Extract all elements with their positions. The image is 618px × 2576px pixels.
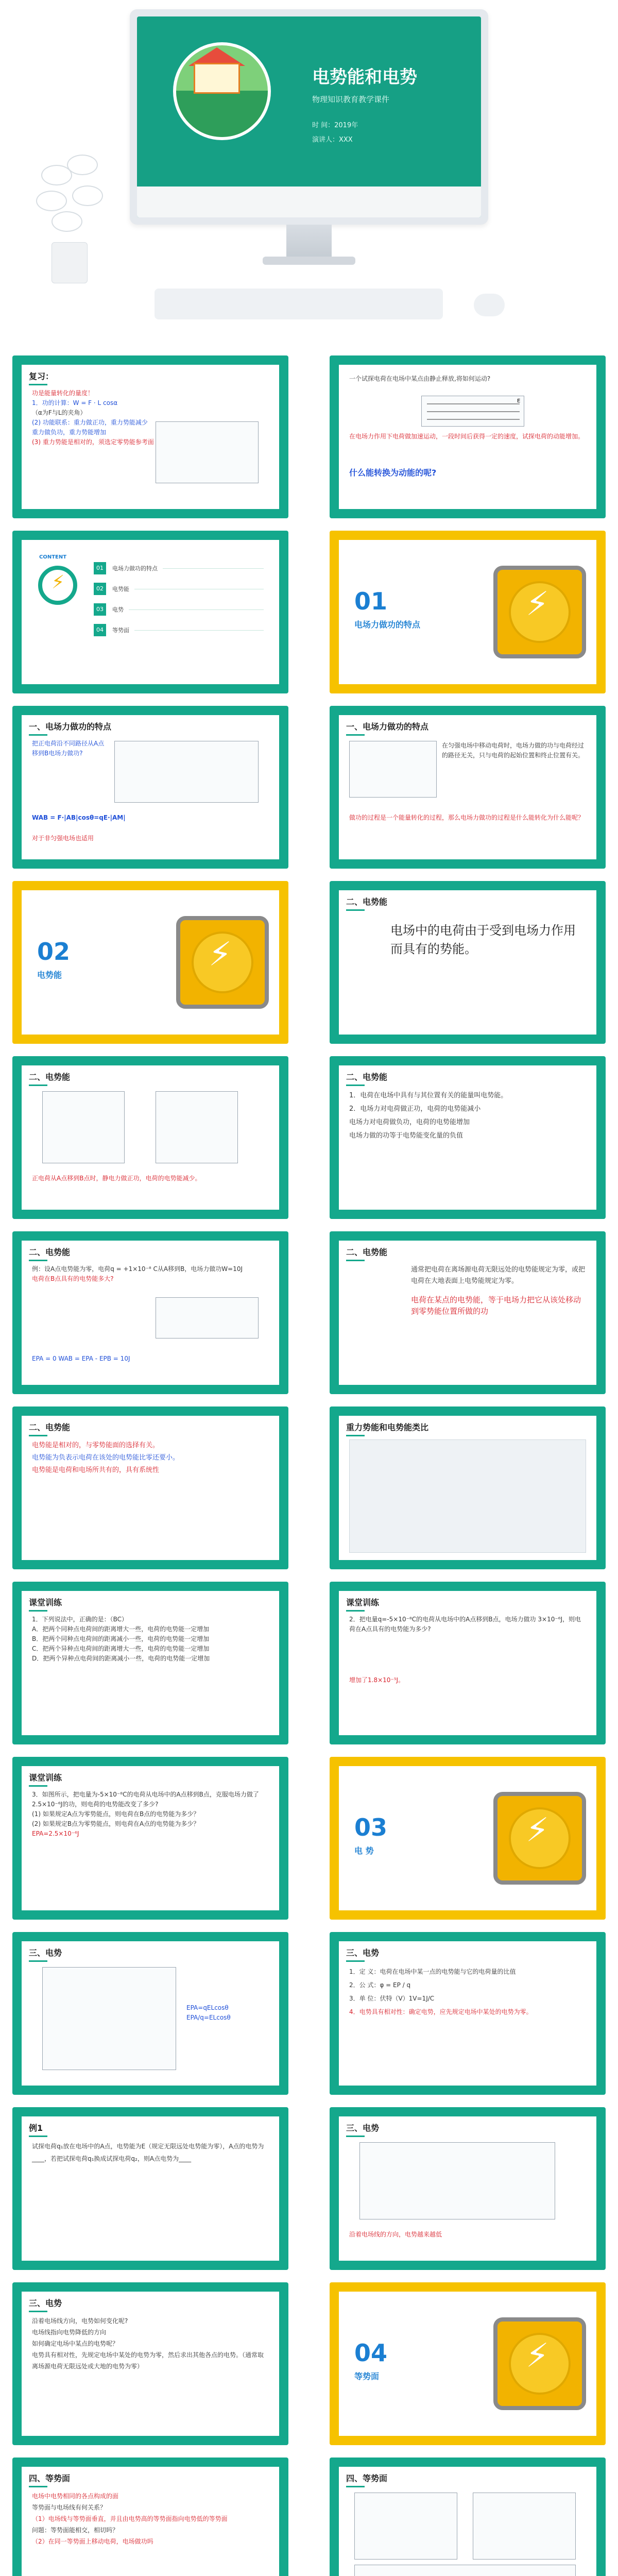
section-number: 04 xyxy=(354,2339,388,2367)
hero-section xyxy=(0,0,618,350)
text-line: 3．单 位：伏特（V）1V=1J/C xyxy=(349,1995,435,2002)
section-label: 电 势 xyxy=(354,1846,374,1856)
text-line: (2) 功能联系：重力做正功，重力势能减少 xyxy=(32,419,148,426)
bolt-icon: ⚡ xyxy=(526,1811,549,1850)
text-line: D．把两个异种点电荷间的距离减小一些，电荷的电势能一定增加 xyxy=(32,1655,210,1662)
comparison-table xyxy=(349,1439,586,1553)
text-line: 在电场力作用下电荷做加速运动，一段时间后获得一定的速度，试探电荷的动能增加。 xyxy=(349,433,585,440)
slide-title: 二、电势能 xyxy=(346,1071,387,1086)
text-line: C．把两个异种点电荷间的距离增大一些，电荷的电势能一定增加 xyxy=(32,1645,210,1652)
section-number: 02 xyxy=(37,938,71,965)
text-line: 例：设A点电势能为零，电荷q = +1×10⁻⁸ C从A移到B，电场力做功W=10J xyxy=(32,1265,243,1273)
text-line: 1．功的计算：W = F · L cosα xyxy=(32,399,118,406)
text-line: 什么能转换为动能的呢? xyxy=(349,468,437,478)
section-number: 03 xyxy=(354,1814,388,1841)
slide-title: 二、电势能 xyxy=(346,1246,387,1261)
text-line: 电场线指向电势降低的方向 xyxy=(32,2329,107,2336)
toc-item[interactable]: 04 等势面 xyxy=(94,622,264,638)
slide-section-04[interactable] xyxy=(330,2282,606,2445)
slide-potential-ex[interactable] xyxy=(12,2107,288,2270)
point-charge-figure xyxy=(354,2493,457,2560)
hero-subtitle: 物理知识教育教学课件 xyxy=(312,95,390,104)
text-line: 2．把电量q=-5×10⁻⁸C的电荷从电场中的A点移到B点，电场力做功 3×10⁻⁶J，则电荷在A点具有的电势能为多少? xyxy=(349,1616,581,1633)
slide-work-2[interactable] xyxy=(330,706,606,869)
slide-title: 二、电势能 xyxy=(346,895,387,911)
formula: EPA=qELcosθ xyxy=(186,2004,229,2011)
slide-title: 课堂训练 xyxy=(29,1771,62,1787)
slide-title: 四、等势面 xyxy=(29,2472,70,2487)
text-line: 2．电场力对电荷做正功，电荷的电势能减小 xyxy=(349,1105,481,1113)
title-slide-preview xyxy=(137,16,481,217)
text-line: 1．下列说法中，正确的是：（BC） xyxy=(32,1616,128,1623)
bolt-badge xyxy=(493,1792,586,1885)
formula: EPA/q=ELcosθ xyxy=(186,2014,231,2021)
hero-speaker: 演讲人：XXX xyxy=(312,136,353,144)
text-line: 1．定 义：电荷在电场中某一点的电势能与它的电荷量的比值 xyxy=(349,1968,516,1975)
slide-equipotential-fig[interactable] xyxy=(330,2458,606,2576)
plant-decoration xyxy=(31,155,108,283)
bolt-badge xyxy=(176,916,269,1009)
slide-title: 课堂训练 xyxy=(29,1596,62,1612)
slide-pe-table[interactable] xyxy=(330,1406,606,1569)
text-line: 电势能是相对的，与零势能面的选择有关。 xyxy=(32,1442,160,1449)
house-icon xyxy=(194,63,240,94)
text-line: 1．电荷在电场中具有与其位置有关的能量叫电势能。 xyxy=(349,1092,508,1099)
text-line: 电场力对电荷做负功，电荷的电势能增加 xyxy=(349,1118,470,1126)
text-line: 通常把电荷在离场源电荷无限远处的电势能规定为零，或把电荷在大地表面上电势能规定为零。 xyxy=(411,1266,586,1285)
toc-item[interactable]: 03 电势 xyxy=(94,602,264,617)
toc-item[interactable]: 01 电场力做功的特点 xyxy=(94,561,264,576)
big-text: 电场中的电荷由于受到电场力作用而具有的势能。 xyxy=(390,923,576,956)
slide-question[interactable] xyxy=(330,355,606,518)
slide-pe-fig[interactable] xyxy=(12,1056,288,1219)
slide-content[interactable] xyxy=(12,531,288,693)
slide-title: 二、电势能 xyxy=(29,1246,70,1261)
text-line: （1）电场线与等势面垂直，并且由电势高的等势面指向电势低的等势面 xyxy=(32,2515,228,2522)
bolt-badge xyxy=(493,2317,586,2410)
slide-exercise-3[interactable] xyxy=(12,1757,288,1920)
slide-title: 三、电势 xyxy=(346,2122,379,2137)
text-line: 4．电势具有相对性：确定电势，应先规定电场中某处的电势为零。 xyxy=(349,2008,533,2015)
slide-review[interactable] xyxy=(12,355,288,518)
slide-work-1[interactable] xyxy=(12,706,288,869)
bolt-badge xyxy=(493,566,586,658)
bolt-icon: ⚡ xyxy=(52,572,65,593)
slide-potential-def[interactable] xyxy=(330,1932,606,2095)
pe-figure-b xyxy=(156,1091,238,1163)
formula: WAB = F·|AB|cosθ=qE·|AM| xyxy=(32,814,126,821)
toc-item[interactable]: 02 电势能 xyxy=(94,581,264,597)
text-line: 做功的过程是一个能量转化的过程，那么电场力做功的过程是什么能转化为什么能呢？ xyxy=(349,814,585,821)
potential-figure xyxy=(42,1967,176,2070)
calc-figure xyxy=(156,1297,259,1338)
text-line: 电荷在某点的电势能，等于电场力把它从该处移动到零势能位置所做的功 xyxy=(411,1295,581,1316)
slide-potential-fig[interactable] xyxy=(12,1932,288,2095)
slide-title: 三、电势 xyxy=(29,2297,62,2312)
formula: EPA = 0 WAB = EPA - EPB = 10J xyxy=(32,1355,130,1362)
pe-figure-a xyxy=(42,1091,125,1163)
content-circle xyxy=(38,566,77,605)
slide-section-03[interactable] xyxy=(330,1757,606,1920)
text-line: 沿着电场线方向，电势如何变化呢? xyxy=(32,2317,128,2325)
text-line: B．把两个同种点电荷间的距离减小一些，电荷的电势能一定增加 xyxy=(32,1635,210,1642)
text-line: 一个试探电荷在电场中某点由静止释放,将如何运动? xyxy=(349,375,491,382)
slide-title: 三、电势 xyxy=(346,1946,379,1962)
grid-figure xyxy=(473,2493,576,2560)
monitor-stand xyxy=(286,225,332,258)
text-line: (3) 重力势能是相对的，须选定零势能参考面 xyxy=(32,438,154,446)
hero-title: 电势能和电势 xyxy=(312,67,417,88)
field-arrows-svg xyxy=(422,396,525,427)
slide-title: 二、电势能 xyxy=(29,1071,70,1086)
bolt-icon: ⚡ xyxy=(526,585,549,623)
hero-time: 时 间：2019年 xyxy=(312,122,358,129)
text-line: 沿着电场线的方向，电势越来越低 xyxy=(349,2231,442,2238)
text-line: 正电荷从A点移到B点时，静电力做正功，电荷的电势能减少。 xyxy=(32,1175,201,1182)
text-line: (1) 如果规定A点为零势能点，则电荷在B点的电势能为多少？ xyxy=(32,1810,200,1818)
text-line: 等势面与电场线有何关系？ xyxy=(32,2504,107,2511)
text-line: 问题：等势面能相交，相切吗？ xyxy=(32,2527,119,2534)
toc-list xyxy=(94,561,264,643)
text-line: 电场力做的功等于电势能变化量的负值 xyxy=(349,1132,464,1140)
slide-title: 一、电场力做功的特点 xyxy=(29,720,111,736)
text-line: 3．如图所示，把电量为-5×10⁻⁸C的电荷从电场中的A点移到B点，克服电场力做了2.5×10⁻⁶J的功，则电荷的电势能改变了多少? xyxy=(32,1791,259,1808)
bolt-icon: ⚡ xyxy=(209,936,232,974)
review-figure xyxy=(156,421,259,483)
direction-figure xyxy=(359,2142,555,2219)
e-label: E xyxy=(517,398,521,404)
slide-pe-rules[interactable] xyxy=(330,1056,606,1219)
slide-pe-calc[interactable] xyxy=(12,1231,288,1394)
section-label: 电场力做功的特点 xyxy=(354,620,421,630)
text-line: 功是能量转化的量度！ xyxy=(32,389,94,397)
slide-potential-dir[interactable] xyxy=(330,2107,606,2270)
content-label: CONTENT xyxy=(39,554,67,560)
section-label: 电势能 xyxy=(37,970,62,980)
text-line: 电势具有相对性，先规定电场中某处的电势为零，然后求出其他各点的电势。（通常取离场源电荷无限远处或大地的电势为零） xyxy=(32,2351,264,2370)
text-line: A．把两个同种点电荷间的距离增大一些，电荷的电势能一定增加 xyxy=(32,1625,210,1633)
slide-pe-def[interactable] xyxy=(330,881,606,1044)
slide-title: 例1 xyxy=(29,2122,47,2137)
slide-exercise-2[interactable] xyxy=(330,1582,606,1744)
slide-title: 重力势能和电势能类比 xyxy=(346,1421,428,1436)
text-line: (2) 如果规定B点为零势能点，则电荷在A点的电势能为多少？ xyxy=(32,1820,200,1827)
text-line: 电势能为负表示电荷在该处的电势能比零还要小。 xyxy=(32,1454,180,1462)
slide-title: 复习： xyxy=(29,370,54,385)
work-figure xyxy=(349,741,437,798)
text-line: （α为F与L的夹角） xyxy=(32,409,87,416)
slide-section-02[interactable] xyxy=(12,881,288,1044)
text-line: 把正电荷沿不同路径从A点移到B电场力做功? xyxy=(32,740,105,757)
monitor xyxy=(130,9,488,225)
text-line: 如何确定电场中某点的电势呢？ xyxy=(32,2340,119,2347)
text-line: 电场中电势相同的各点构成的面 xyxy=(32,2493,119,2500)
text-line: 对于非匀强电场也适用 xyxy=(32,835,94,842)
text-line: 在匀强电场中移动电荷时，电场力做的功与电荷经过的路径无关，只与电荷的起始位置和终止位置有关。 xyxy=(442,742,585,759)
keyboard xyxy=(154,289,443,319)
slide-exercise-1[interactable] xyxy=(12,1582,288,1744)
slide-potential-q[interactable] xyxy=(12,2282,288,2445)
slide-section-01[interactable] xyxy=(330,531,606,693)
text-line: 2．公 式：φ = EP / q xyxy=(349,1981,411,1989)
section-number: 01 xyxy=(354,587,388,615)
monitor-base xyxy=(263,257,355,265)
mouse xyxy=(474,294,505,316)
slide-pe-zero[interactable] xyxy=(330,1231,606,1394)
text-line: 电荷在B点具有的电势能多大? xyxy=(32,1275,114,1282)
section-label: 等势面 xyxy=(354,2371,380,2381)
text-line: 电势能是电荷和电场所共有的，具有系统性 xyxy=(32,1466,160,1474)
text-line: 增加了1.8×10⁻⁵J。 xyxy=(349,1676,405,1684)
slide-equipotential-def[interactable] xyxy=(12,2458,288,2576)
text-line: 重力做负功，重力势能增加 xyxy=(32,429,107,436)
path-figure xyxy=(114,741,259,803)
slide-title: 三、电势 xyxy=(29,1946,62,1962)
slide-pe-rel[interactable] xyxy=(12,1406,288,1569)
bottom-figure xyxy=(354,2565,576,2576)
text-line: 试探电荷q₁放在电场中的A点，电势能为E（规定无限远处电势能为零），A点的电势为____，若把试探电荷q₁换成试探电荷q₂，则A点电势为____ xyxy=(32,2143,264,2162)
slide-title: 一、电场力做功的特点 xyxy=(346,720,428,736)
text-line: （2）在同一等势面上移动电荷，电场做功吗 xyxy=(32,2538,153,2545)
field-lines-figure xyxy=(421,396,524,427)
bolt-icon: ⚡ xyxy=(526,2337,549,2375)
slide-title: 课堂训练 xyxy=(346,1596,379,1612)
text-line: EPA=2.5×10⁻⁶J xyxy=(32,1830,79,1837)
slide-title: 二、电势能 xyxy=(29,1421,70,1436)
slide-title: 四、等势面 xyxy=(346,2472,387,2487)
